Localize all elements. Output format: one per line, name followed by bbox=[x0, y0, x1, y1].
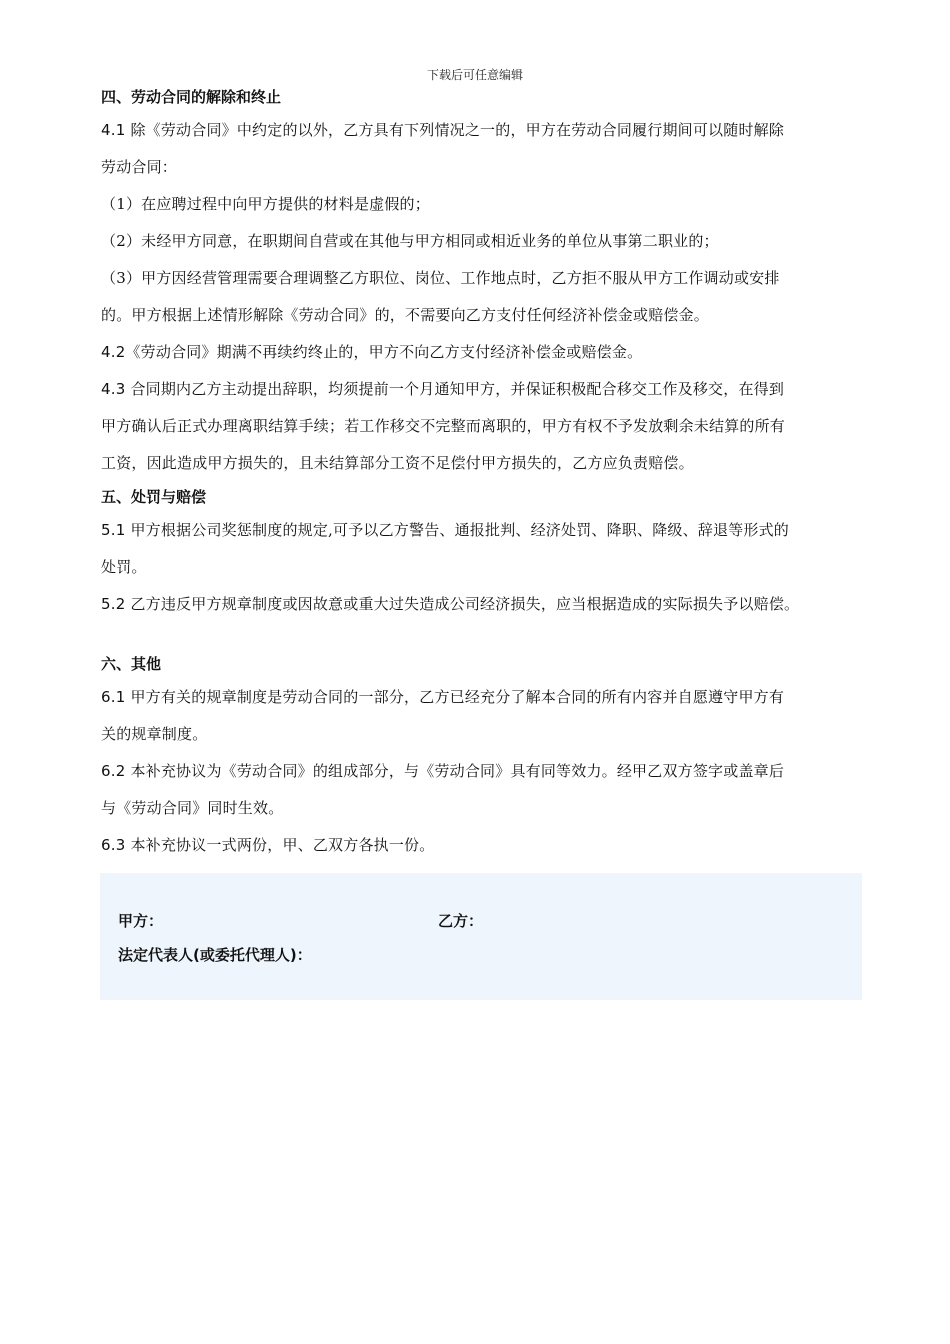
clause-text: 关的规章制度。 bbox=[101, 725, 208, 743]
clause-text: 本补充协议一式两份，甲、乙双方各执一份。 bbox=[130, 836, 435, 854]
clause-text: 与《劳动合同》同时生效。 bbox=[101, 799, 284, 817]
clause-6-2 bbox=[101, 753, 876, 827]
clause-number: 5.1 bbox=[101, 521, 126, 539]
clause-text: 《劳动合同》期满不再续约终止的，甲方不向乙方支付经济补偿金或赔偿金。 bbox=[125, 343, 643, 361]
clause-number: 6.3 bbox=[101, 836, 126, 854]
clause-item-3 bbox=[101, 260, 876, 334]
clause-text: 的。甲方根据上述情形解除《劳动合同》的，不需要向乙方支付任何经济补偿金或赔偿金。 bbox=[101, 306, 710, 324]
clause-text: 甲方有关的规章制度是劳动合同的一部分，乙方已经充分了解本合同的所有内容并自愿遵守甲方有 bbox=[130, 688, 785, 706]
clause-6-3 bbox=[101, 827, 876, 864]
signature-box bbox=[100, 873, 862, 1000]
clause-text: 处罚。 bbox=[101, 558, 147, 576]
clause-text: 工资，因此造成甲方损失的，且未结算部分工资不足偿付甲方损失的，乙方应负责赔偿。 bbox=[101, 454, 694, 472]
clause-text: 本补充协议为《劳动合同》的组成部分，与《劳动合同》具有同等效力。经甲乙双方签字或盖章后 bbox=[130, 762, 785, 780]
section-penalty bbox=[101, 486, 876, 623]
section-title: 四、劳动合同的解除和终止 bbox=[101, 88, 282, 106]
clause-number: 4.2 bbox=[101, 343, 126, 361]
clause-text: 甲方确认后正式办理离职结算手续；若工作移交不完整而离职的，甲方有权不予发放剩余未结算的所有 bbox=[101, 417, 786, 435]
header-note: 下载后可任意编辑 bbox=[426, 68, 523, 82]
clause-6-1 bbox=[101, 679, 876, 753]
section-title: 五、处罚与赔偿 bbox=[101, 488, 207, 506]
section-spacer bbox=[101, 623, 876, 649]
clause-4-1 bbox=[101, 112, 876, 186]
party-b-label: 乙方： bbox=[438, 912, 484, 930]
party-a-label: 甲方： bbox=[118, 912, 164, 930]
clause-item-1 bbox=[101, 186, 876, 223]
clause-text: 劳动合同： bbox=[101, 158, 178, 176]
section-other bbox=[101, 653, 876, 864]
clause-text: 除《劳动合同》中约定的以外，乙方具有下列情况之一的，甲方在劳动合同履行期间可以随时解除 bbox=[130, 121, 785, 139]
clause-number: 6.2 bbox=[101, 762, 126, 780]
clause-4-3 bbox=[101, 371, 876, 482]
clause-text: （2）未经甲方同意，在职期间自营或在其他与甲方相同或相近业务的单位从事第二职业的； bbox=[101, 232, 719, 250]
clause-text: （1）在应聘过程中向甲方提供的材料是虚假的； bbox=[101, 195, 430, 213]
clause-text: （3）甲方因经营管理需要合理调整乙方职位、岗位、工作地点时，乙方拒不服从甲方工作调动或安排 bbox=[101, 269, 780, 287]
clause-4-2 bbox=[101, 334, 876, 371]
clause-text: 乙方违反甲方规章制度或因故意或重大过失造成公司经济损失，应当根据造成的实际损失予以赔偿。 bbox=[130, 595, 800, 613]
clause-number: 4.3 bbox=[101, 380, 126, 398]
clause-number: 6.1 bbox=[101, 688, 126, 706]
clause-item-2 bbox=[101, 223, 876, 260]
section-title: 六、其他 bbox=[101, 655, 162, 673]
document-body bbox=[101, 86, 876, 864]
clause-text: 合同期内乙方主动提出辞职，均须提前一个月通知甲方，并保证积极配合移交工作及移交，在得到 bbox=[130, 380, 785, 398]
clause-number: 4.1 bbox=[101, 121, 126, 139]
clause-5-1 bbox=[101, 512, 876, 586]
section-termination bbox=[101, 86, 876, 482]
clause-text: 甲方根据公司奖惩制度的规定,可予以乙方警告、通报批判、经济处罚、降职、降级、辞退等形式的 bbox=[130, 521, 790, 539]
legal-rep-label: 法定代表人(或委托代理人)： bbox=[118, 946, 312, 964]
clause-5-2 bbox=[101, 586, 876, 623]
clause-number: 5.2 bbox=[101, 595, 126, 613]
